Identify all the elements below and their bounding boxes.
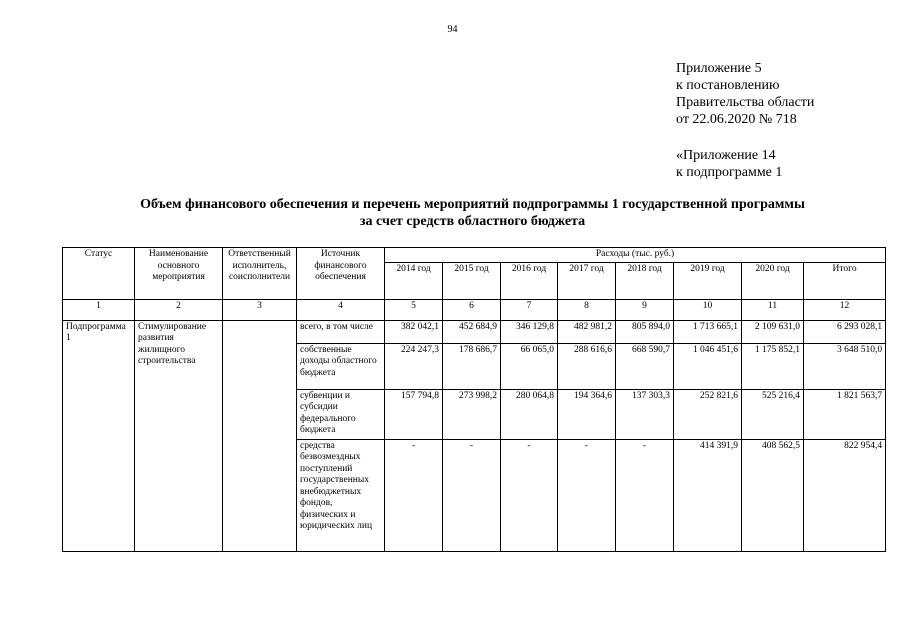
value-cell: 408 562,5: [742, 439, 804, 551]
value-cell: 346 129,8: [501, 320, 558, 343]
document-title: [0, 196, 905, 230]
title-line: Объем финансового обеспечения и перечень мероприятий подпрограммы 1 государственной программы: [140, 197, 805, 212]
header-name: Наименование основного мероприятия: [135, 248, 223, 300]
header-expenses: Расходы (тыс. руб.): [385, 248, 886, 263]
activity-cell: Стимулирование развития жилищного строительства: [135, 320, 223, 551]
column-number: 2: [135, 299, 223, 320]
column-number: 1: [63, 299, 135, 320]
value-cell: 482 981,2: [558, 320, 616, 343]
value-cell: 452 684,9: [443, 320, 501, 343]
header-source: Источник финансового обеспечения: [297, 248, 385, 300]
column-number: 9: [616, 299, 674, 320]
header-year: 2016 год: [501, 262, 558, 299]
column-number: 10: [674, 299, 742, 320]
value-cell: 805 894,0: [616, 320, 674, 343]
appendix-line: к подпрограмме 1: [676, 165, 783, 180]
value-cell: 382 042,1: [385, 320, 443, 343]
appendix-sub-block: [676, 147, 782, 181]
column-number: 6: [443, 299, 501, 320]
column-number: 8: [558, 299, 616, 320]
appendix-line: Правительства области: [676, 95, 815, 110]
appendix-line: Приложение 5: [676, 61, 762, 76]
title-line: за счет средств областного бюджета: [359, 214, 586, 229]
value-cell: 1 175 852,1: [742, 343, 804, 389]
header-total: Итого: [804, 262, 886, 299]
header-year: 2014 год: [385, 262, 443, 299]
value-cell: 194 364,6: [558, 389, 616, 439]
value-cell: 280 064,8: [501, 389, 558, 439]
source-cell: собственные доходы областного бюджета: [297, 343, 385, 389]
responsible-cell: [223, 320, 297, 551]
value-cell: 525 216,4: [742, 389, 804, 439]
page-number: 94: [447, 24, 458, 35]
status-cell: Подпрограмма 1: [63, 320, 135, 551]
value-cell: 668 590,7: [616, 343, 674, 389]
source-cell: всего, в том числе: [297, 320, 385, 343]
value-cell: 6 293 028,1: [804, 320, 886, 343]
column-number: 7: [501, 299, 558, 320]
header-responsible: Ответственный исполнитель, соисполнители: [223, 248, 297, 300]
value-cell: -: [385, 439, 443, 551]
value-cell: 252 821,6: [674, 389, 742, 439]
value-cell: 178 686,7: [443, 343, 501, 389]
value-cell: 66 065,0: [501, 343, 558, 389]
column-number: 11: [742, 299, 804, 320]
value-cell: -: [501, 439, 558, 551]
value-cell: 822 954,4: [804, 439, 886, 551]
header-year: 2018 год: [616, 262, 674, 299]
value-cell: 273 998,2: [443, 389, 501, 439]
header-year: 2020 год: [742, 262, 804, 299]
appendix-line: к постановлению: [676, 78, 780, 93]
value-cell: 1 046 451,6: [674, 343, 742, 389]
funding-table: [62, 247, 886, 552]
value-cell: 2 109 631,0: [742, 320, 804, 343]
value-cell: 1 821 563,7: [804, 389, 886, 439]
value-cell: 224 247,3: [385, 343, 443, 389]
value-cell: -: [616, 439, 674, 551]
value-cell: 157 794,8: [385, 389, 443, 439]
header-year: 2015 год: [443, 262, 501, 299]
appendix-line: «Приложение 14: [676, 148, 776, 163]
appendix-block: [676, 60, 814, 128]
column-number: 5: [385, 299, 443, 320]
value-cell: -: [443, 439, 501, 551]
value-cell: 288 616,6: [558, 343, 616, 389]
source-cell: средства безвозмездных поступлений государственных внебюджетных фондов, физических и юридических лиц: [297, 439, 385, 551]
appendix-line: от 22.06.2020 № 718: [676, 112, 797, 127]
column-number: 12: [804, 299, 886, 320]
column-number: 4: [297, 299, 385, 320]
value-cell: -: [558, 439, 616, 551]
value-cell: 414 391,9: [674, 439, 742, 551]
header-year: 2017 год: [558, 262, 616, 299]
column-number: 3: [223, 299, 297, 320]
header-year: 2019 год: [674, 262, 742, 299]
value-cell: 1 713 665,1: [674, 320, 742, 343]
header-status: Статус: [63, 248, 135, 300]
value-cell: 3 648 510,0: [804, 343, 886, 389]
value-cell: 137 303,3: [616, 389, 674, 439]
source-cell: субвенции и субсидии федерального бюджета: [297, 389, 385, 439]
